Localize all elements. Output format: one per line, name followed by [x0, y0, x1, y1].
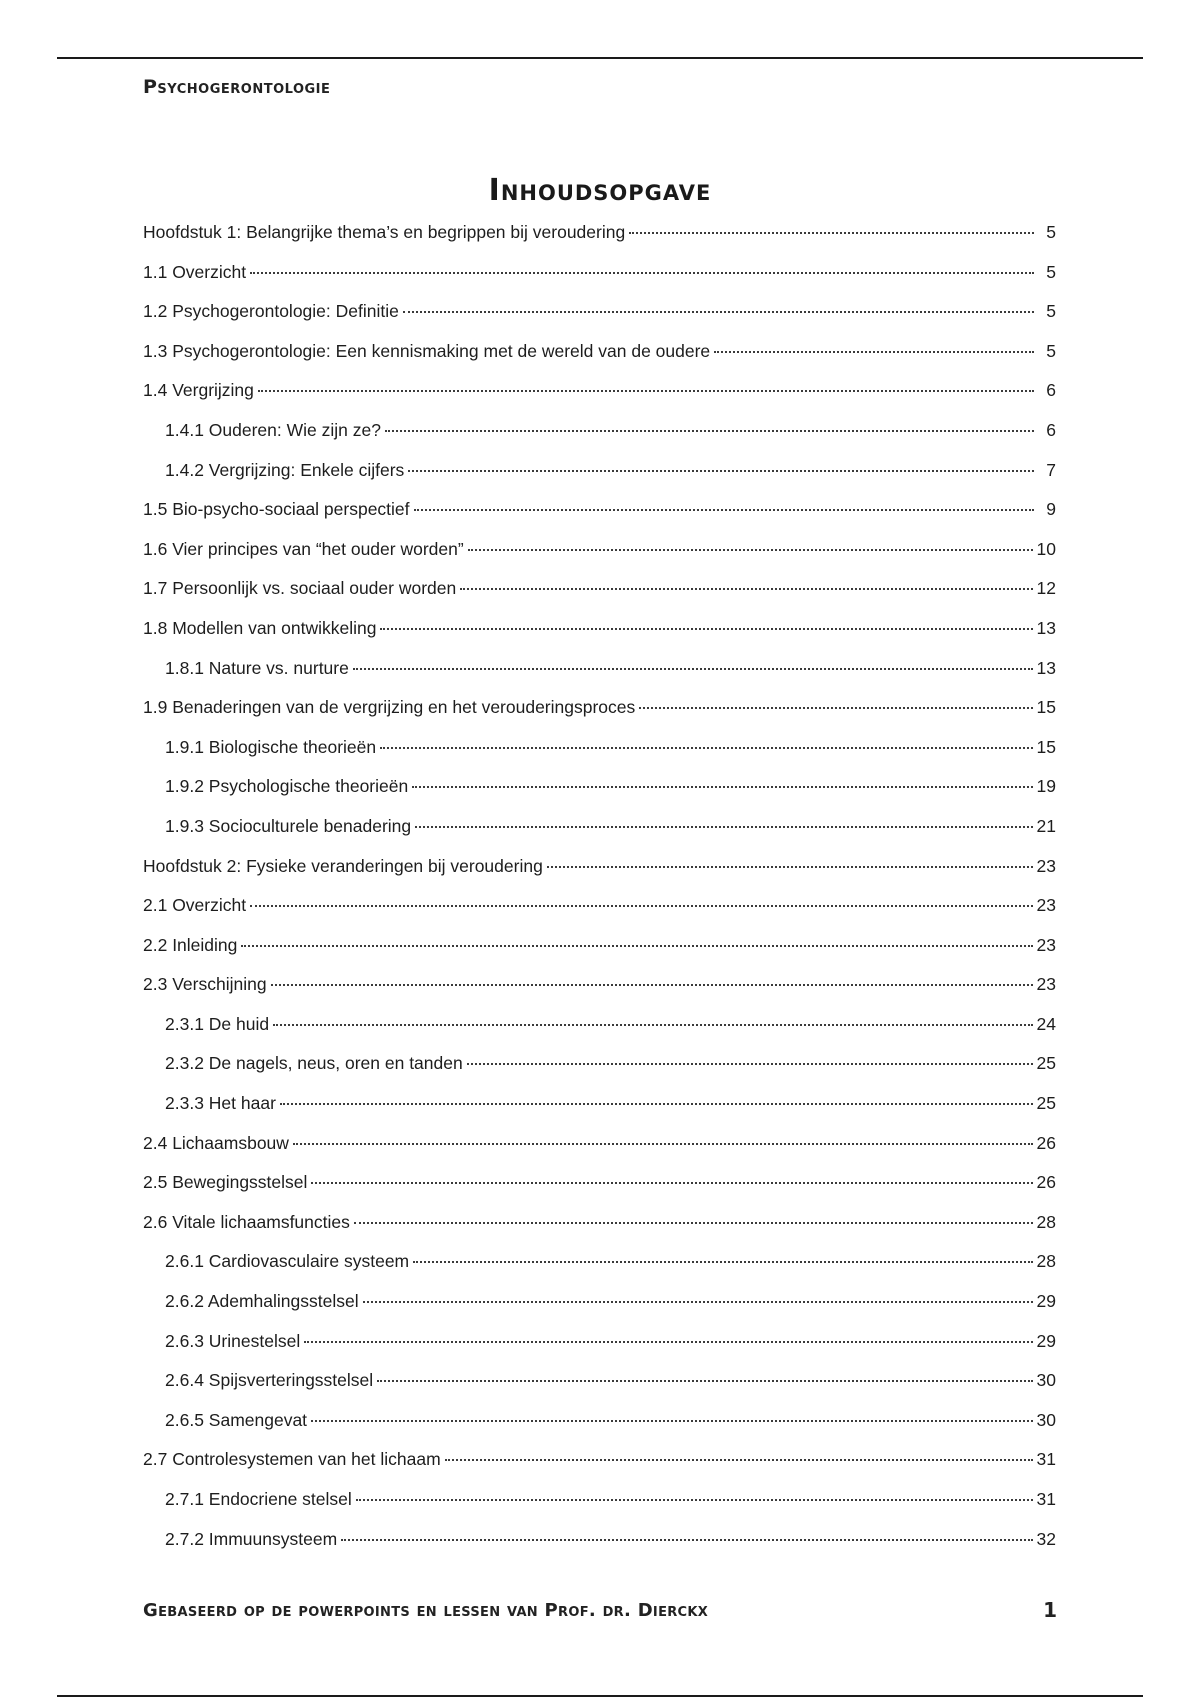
toc-entry-page: 23 [1036, 855, 1056, 876]
dot-leader [547, 866, 1033, 868]
toc-entry[interactable] [143, 658, 1056, 698]
dot-leader [341, 1539, 1032, 1541]
toc-entry-page: 28 [1036, 1211, 1056, 1232]
toc-entry-label: 2.3.3 Het haar [165, 1093, 276, 1114]
toc-entry[interactable] [143, 499, 1056, 539]
toc-entry-page: 25 [1036, 1053, 1056, 1074]
dot-leader [415, 826, 1032, 828]
toc-entry[interactable] [143, 1331, 1056, 1371]
toc-entry-label: 2.6.5 Samengevat [165, 1409, 308, 1430]
dot-leader [363, 1301, 1033, 1303]
toc-entry[interactable] [143, 420, 1056, 460]
toc-entry[interactable] [143, 895, 1056, 935]
dot-leader [271, 984, 1033, 986]
toc-entry-label: 2.7.1 Endocriene stelsel [165, 1489, 352, 1509]
dot-leader [714, 351, 1034, 353]
toc-entry-page: 26 [1036, 1132, 1056, 1153]
dot-leader [408, 470, 1034, 472]
toc-entry[interactable] [143, 460, 1056, 500]
toc-entry[interactable] [143, 1410, 1056, 1450]
toc-entry-page: 24 [1036, 1013, 1056, 1034]
toc-entry[interactable] [143, 1370, 1056, 1410]
dot-leader [353, 668, 1033, 670]
dot-leader [250, 905, 1032, 907]
dot-leader [412, 786, 1032, 788]
toc-entry[interactable] [143, 341, 1056, 381]
toc-entry[interactable] [143, 1014, 1056, 1054]
toc-entry-label: 1.8.1 Nature vs. nurture [165, 657, 349, 678]
toc-entry-page: 5 [1046, 222, 1056, 242]
toc-title: Inhoudsopgave [488, 173, 712, 208]
toc-entry-page: 5 [1046, 301, 1056, 322]
toc-entry-page: 23 [1036, 895, 1056, 916]
toc-entry-page: 29 [1036, 1291, 1056, 1312]
toc-entry-label: 1.9.2 Psychologische theorieën [165, 776, 409, 797]
toc-entry-label: 2.3.2 De nagels, neus, oren en tanden [165, 1053, 463, 1074]
toc-entry-label: 2.6.4 Spijsverteringsstelsel [165, 1370, 374, 1391]
dot-leader [467, 1063, 1033, 1065]
toc-entry-label: 2.3.1 De huid [165, 1013, 270, 1034]
toc-entry-page: 23 [1036, 934, 1056, 955]
toc-entry[interactable] [143, 618, 1056, 658]
toc-entry-page: 6 [1046, 419, 1056, 440]
toc-entry-label: 1.8 Modellen van ontwikkeling [143, 617, 377, 638]
toc-entry-label: 1.1 Overzicht [143, 261, 247, 282]
toc-entry-page: 12 [1036, 578, 1056, 599]
running-header: Psychogerontologie [143, 76, 331, 98]
dot-leader [413, 1261, 1032, 1263]
toc-entry-label: 2.7.2 Immuunsysteem [165, 1528, 338, 1549]
toc-entry[interactable] [143, 1133, 1056, 1173]
toc-entry[interactable] [143, 222, 1056, 262]
toc-entry-page: 7 [1046, 459, 1056, 480]
toc-entry-label: 1.9 Benaderingen van de vergrijzing en het verouderingsproces [143, 697, 636, 718]
dot-leader [311, 1420, 1032, 1422]
toc-entry-page: 30 [1036, 1370, 1056, 1391]
dot-leader [354, 1222, 1033, 1224]
toc-entry-page: 25 [1036, 1093, 1056, 1114]
toc-entry-label: 2.2 Inleiding [143, 934, 238, 955]
toc-entry-page: 5 [1046, 340, 1056, 361]
toc-entry[interactable] [143, 1251, 1056, 1291]
toc-entry[interactable] [143, 1489, 1056, 1529]
toc-entry[interactable] [143, 737, 1056, 777]
toc-entry-label: 1.2 Psychogerontologie: Definitie [143, 301, 399, 322]
toc-entry[interactable] [143, 697, 1056, 737]
toc-entry[interactable] [143, 1172, 1056, 1212]
dot-leader [385, 430, 1034, 432]
dot-leader [250, 272, 1034, 274]
toc-entry-label: 1.9.3 Socioculturele benadering [165, 815, 412, 836]
dot-leader [445, 1459, 1033, 1461]
toc-entry-label: 1.3 Psychogerontologie: Een kennismaking met de wereld van de oudere [143, 340, 711, 361]
footer-text: Gebaseerd op de powerpoints en lessen van Prof. dr. Dierckx [143, 1600, 709, 1621]
toc-entry-page: 5 [1046, 261, 1056, 282]
dot-leader [258, 390, 1034, 392]
footer-page-number: 1 [1043, 1598, 1057, 1622]
toc-entry-page: 6 [1046, 380, 1056, 401]
toc-entry[interactable] [143, 1212, 1056, 1252]
toc-entry[interactable] [143, 816, 1056, 856]
dot-leader [468, 549, 1033, 551]
toc-entry-label: 1.7 Persoonlijk vs. sociaal ouder worden [143, 578, 457, 599]
dot-leader [311, 1182, 1032, 1184]
toc-entry-label: 1.5 Bio-psycho-sociaal perspectief [143, 499, 410, 520]
toc-entry[interactable] [143, 578, 1056, 618]
toc-entry-page: 13 [1036, 617, 1056, 638]
toc-entry-label: 1.4.1 Ouderen: Wie zijn ze? [165, 419, 381, 440]
toc-entry-page: 13 [1036, 657, 1056, 678]
dot-leader [293, 1143, 1033, 1145]
toc-entry[interactable] [143, 301, 1056, 341]
dot-leader [629, 232, 1034, 234]
toc-entry-page: 32 [1036, 1528, 1056, 1549]
toc-entry-label: 2.6 Vitale lichaamsfuncties [143, 1211, 350, 1232]
toc-entry-page: 31 [1036, 1449, 1056, 1470]
toc-entry-page: 23 [1036, 974, 1056, 995]
dot-leader [273, 1024, 1032, 1026]
toc-entry-page: 26 [1036, 1172, 1056, 1193]
toc-entry-label: 2.1 Overzicht [143, 895, 247, 916]
toc-entry[interactable] [143, 1529, 1056, 1569]
toc-entry-label: 2.7 Controlesystemen van het lichaam [143, 1449, 441, 1470]
toc-entry-label: 1.4 Vergrijzing [143, 380, 254, 401]
toc-entry-label: 1.9.1 Biologische theorieën [165, 736, 377, 757]
toc-entry-page: 30 [1036, 1409, 1056, 1430]
dot-leader [380, 747, 1032, 749]
toc-entry[interactable] [143, 262, 1056, 302]
toc-entry-label: 1.4.2 Vergrijzing: Enkele cijfers [165, 459, 405, 480]
toc-entry-page: 9 [1046, 499, 1056, 520]
toc-entry-page: 28 [1036, 1251, 1056, 1272]
toc-entry-page: 10 [1036, 538, 1056, 559]
dot-leader [380, 628, 1032, 630]
toc-entry-label: Hoofdstuk 1: Belangrijke thema’s en begrippen bij veroudering [143, 222, 626, 242]
toc-entry-page: 15 [1036, 697, 1056, 718]
dot-leader [356, 1499, 1033, 1501]
toc-entry-page: 15 [1036, 736, 1056, 757]
toc-entry-page: 29 [1036, 1330, 1056, 1351]
dot-leader [241, 945, 1032, 947]
toc-entry-label: 2.6.1 Cardiovasculaire systeem [165, 1251, 410, 1272]
table-of-contents [143, 222, 1056, 1568]
toc-entry[interactable] [143, 856, 1056, 896]
toc-entry[interactable] [143, 935, 1056, 975]
dot-leader [403, 311, 1034, 313]
dot-leader [304, 1341, 1032, 1343]
toc-entry-page: 19 [1036, 776, 1056, 797]
toc-entry-label: 2.6.3 Urinestelsel [165, 1330, 301, 1351]
toc-entry[interactable] [143, 776, 1056, 816]
header-rule [57, 57, 1143, 59]
toc-entry[interactable] [143, 1291, 1056, 1331]
toc-entry[interactable] [143, 974, 1056, 1014]
toc-entry[interactable] [143, 380, 1056, 420]
toc-entry-label: 2.4 Lichaamsbouw [143, 1132, 289, 1153]
dot-leader [414, 509, 1034, 511]
toc-entry-label: 2.3 Verschijning [143, 974, 267, 995]
toc-entry-page: 21 [1036, 815, 1056, 836]
toc-entry-label: 1.6 Vier principes van “het ouder worden” [143, 538, 464, 559]
dot-leader [377, 1380, 1032, 1382]
toc-entry-label: Hoofdstuk 2: Fysieke veranderingen bij veroudering [143, 855, 543, 876]
dot-leader [280, 1103, 1033, 1105]
toc-entry[interactable] [143, 1449, 1056, 1489]
toc-entry[interactable] [143, 1093, 1056, 1133]
toc-entry-page: 31 [1036, 1489, 1056, 1509]
footer-rule [57, 1695, 1143, 1697]
toc-entry-label: 2.5 Bewegingsstelsel [143, 1172, 308, 1193]
toc-entry[interactable] [143, 539, 1056, 579]
dot-leader [639, 707, 1032, 709]
toc-entry[interactable] [143, 1053, 1056, 1093]
dot-leader [460, 588, 1032, 590]
toc-entry-label: 2.6.2 Ademhalingsstelsel [165, 1291, 359, 1312]
